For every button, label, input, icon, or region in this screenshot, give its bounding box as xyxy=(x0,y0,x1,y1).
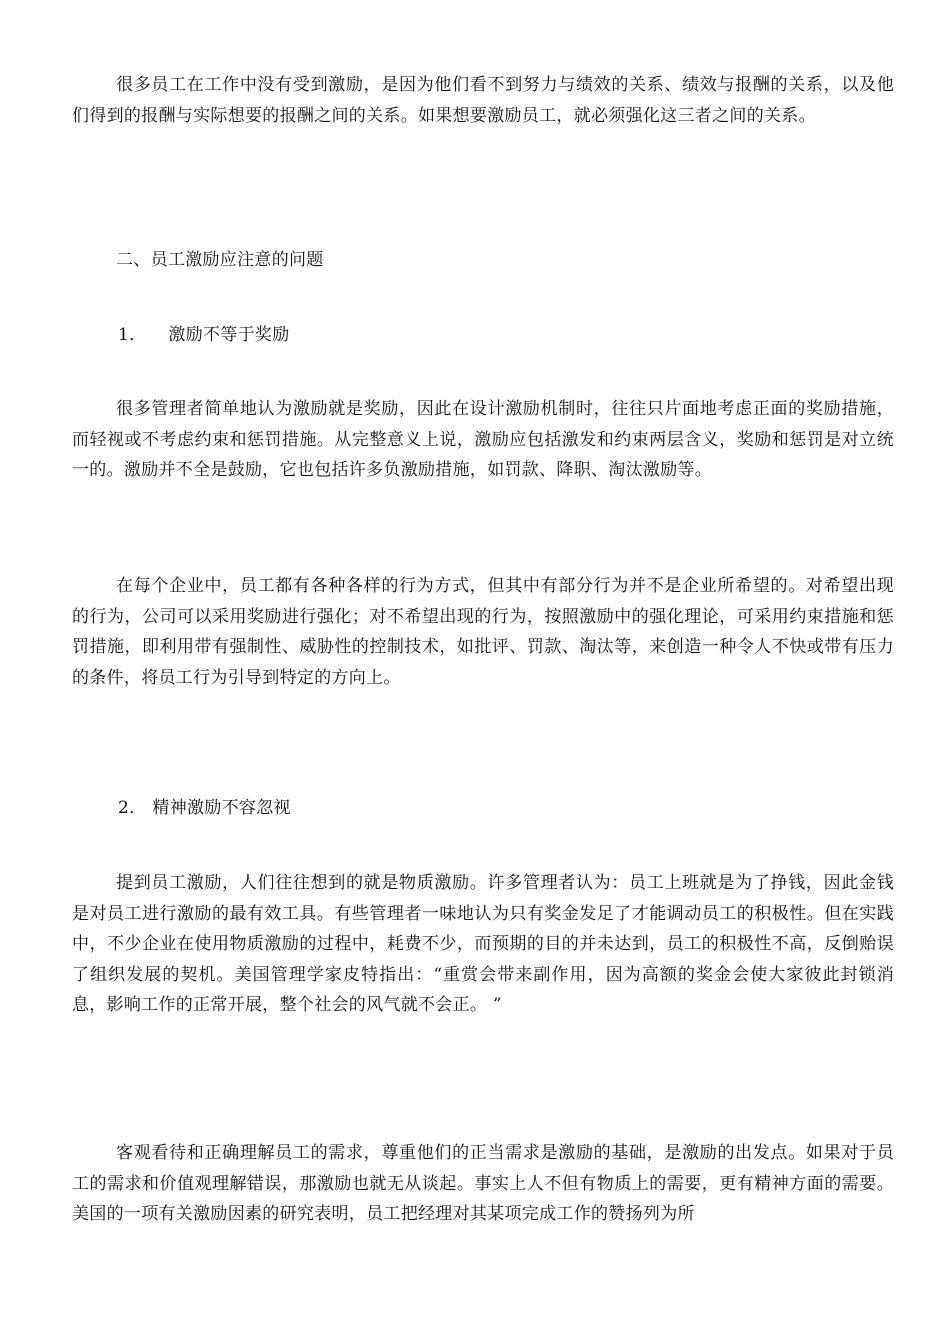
subheading-number: 1． xyxy=(118,325,147,345)
paragraph-material-motivation: 提到员工激励，人们往往想到的就是物质激励。许多管理者认为：员工上班就是为了挣钱，因此金钱是对员工进行激励的最有效工具。有些管理者一味地认为只有奖金发足了才能调动员工的积极性。但在实践中，不少企业在使用物质激励的过程中，耗费不少，而预期的目的并未达到，员工的积极性不高，反倒贻误了组织发展的契机。美国管理学家皮特指出：“重赏会带来副作用，因为高额的奖金会使大家彼此封锁消息，影响工作的正常开展，整个社会的风气就不会正。 ” xyxy=(72,873,894,1015)
subheading-text: 精神激励不容忽视 xyxy=(152,798,291,818)
paragraph-effort-performance-reward: 很多员工在工作中没有受到激励，是因为他们看不到努力与绩效的关系、绩效与报酬的关系，以及他们得到的报酬与实际想要的报酬之间的关系。如果想要激励员工，就必须强化这三者之间的关系。 xyxy=(72,75,894,126)
subheading-motivation-not-reward xyxy=(118,320,290,350)
paragraph-behavior-reinforcement: 在每个企业中，员工都有各种各样的行为方式，但其中有部分行为并不是企业所希望的。对希望出现的行为，公司可以采用奖励进行强化；对不希望出现的行为，按照激励中的强化理论，可采用约束措施和惩罚措施，即利用带有强制性、威胁性的控制技术，如批评、罚款、淘汰等，来创造一种令人不快或带有压力的条件，将员工行为引导到特定的方向上。 xyxy=(72,576,894,688)
subheading-text: 激励不等于奖励 xyxy=(168,325,290,345)
section-heading-motivation-issues: 二、员工激励应注意的问题 xyxy=(116,250,324,270)
paragraph-reward-and-punishment: 很多管理者简单地认为激励就是奖励，因此在设计激励机制时，往往只片面地考虑正面的奖励措施，而轻视或不考虑约束和惩罚措施。从完整意义上说，激励应包括激发和约束两层含义，奖励和惩罚是对立统一的。激励并不全是鼓励，它也包括许多负激励措施，如罚款、降职、淘汰激励等。 xyxy=(72,399,894,480)
subheading-spiritual-motivation xyxy=(118,793,291,823)
paragraph-employee-needs: 客观看待和正确理解员工的需求，尊重他们的正当需求是激励的基础，是激励的出发点。如果对于员工的需求和价值观理解错误，那激励也就无从谈起。事实上人不但有物质上的需要，更有精神方面的需要。美国的一项有关激励因素的研究表明，员工把经理对其某项完成工作的赞扬列为所 xyxy=(72,1143,894,1224)
subheading-number: 2． xyxy=(118,798,147,818)
